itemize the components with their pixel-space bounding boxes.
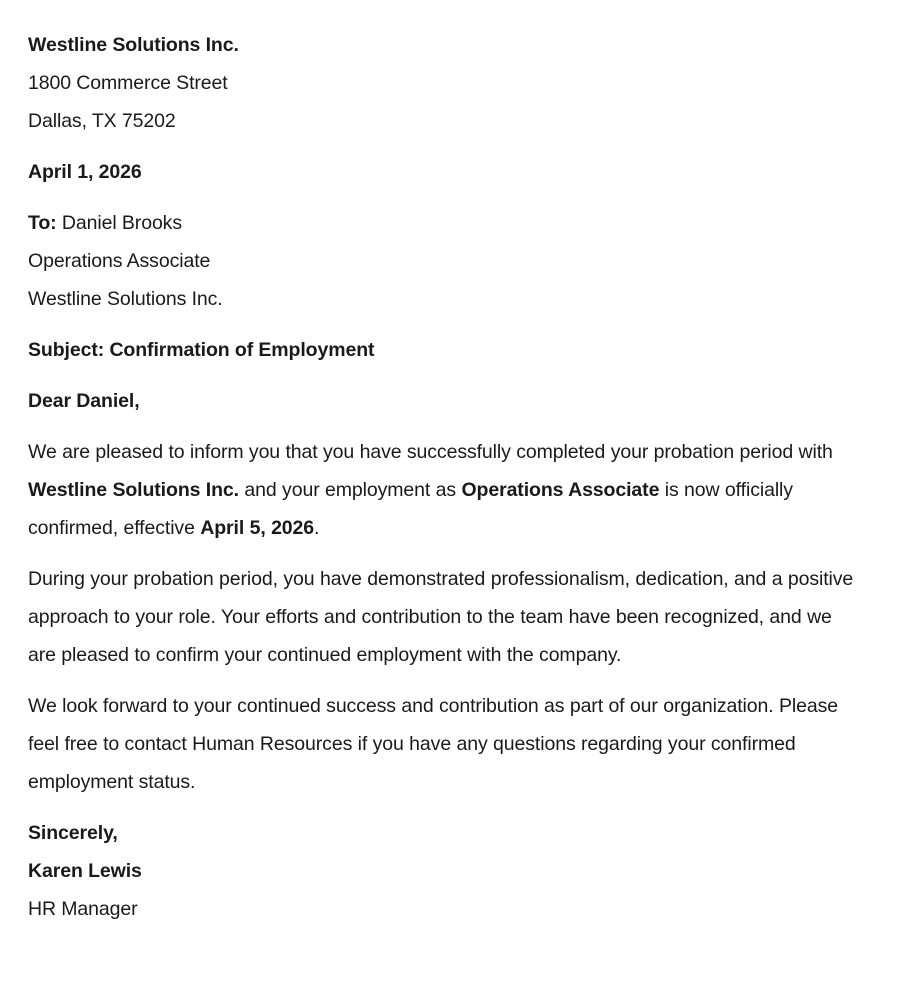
letter-date: April 1, 2026: [28, 161, 142, 183]
salutation: Dear Daniel,: [28, 390, 140, 412]
sender-company: Westline Solutions Inc.: [28, 34, 239, 56]
letter-body: [28, 26, 862, 928]
to-label: To:: [28, 212, 57, 234]
subject-block: [28, 331, 862, 369]
recipient-company: Westline Solutions Inc.: [28, 288, 223, 310]
run-job-title: Operations Associate: [461, 479, 660, 501]
signature-closing: Sincerely,: [28, 822, 118, 844]
sender-address-block: [28, 26, 862, 140]
sender-city-state-zip: Dallas, TX 75202: [28, 110, 176, 132]
signature-block: [28, 814, 862, 928]
recipient-name-line: [28, 204, 862, 242]
run-closing-text: We look forward to your continued success and contribution as part of our organization. Please feel free to contact Human Resources if you have any questions regarding your confirmed employment status.: [28, 695, 839, 793]
run-4: is now officially confirmed, effective: [28, 479, 793, 539]
run-effective-date: April 5, 2026: [200, 517, 315, 539]
recipient-block: [28, 204, 862, 318]
salutation-block: [28, 382, 862, 420]
run-2: and your employment as: [238, 479, 462, 501]
run-performance-text: During your probation period, you have demonstrated professionalism, dedication, and a positive approach to your role. Your efforts and contribution to the team have been recognized, and we are pleased to confirm your continued employment with the company.: [28, 568, 854, 666]
signer-name: Karen Lewis: [28, 860, 142, 882]
signer-title: HR Manager: [28, 898, 138, 920]
recipient-name: Daniel Brooks: [56, 212, 182, 234]
paragraph-performance: [28, 560, 862, 674]
paragraph-confirmation: [28, 433, 862, 547]
sender-street: 1800 Commerce Street: [28, 72, 228, 94]
recipient-title: Operations Associate: [28, 250, 211, 272]
run-6: .: [314, 517, 320, 539]
letter-date-block: [28, 153, 862, 191]
run-company: Westline Solutions Inc.: [28, 479, 239, 501]
subject-line: Subject: Confirmation of Employment: [28, 339, 375, 361]
run-0: We are pleased to inform you that you have successfully completed your probation period with: [28, 441, 833, 463]
paragraph-closing-remarks: [28, 687, 862, 801]
